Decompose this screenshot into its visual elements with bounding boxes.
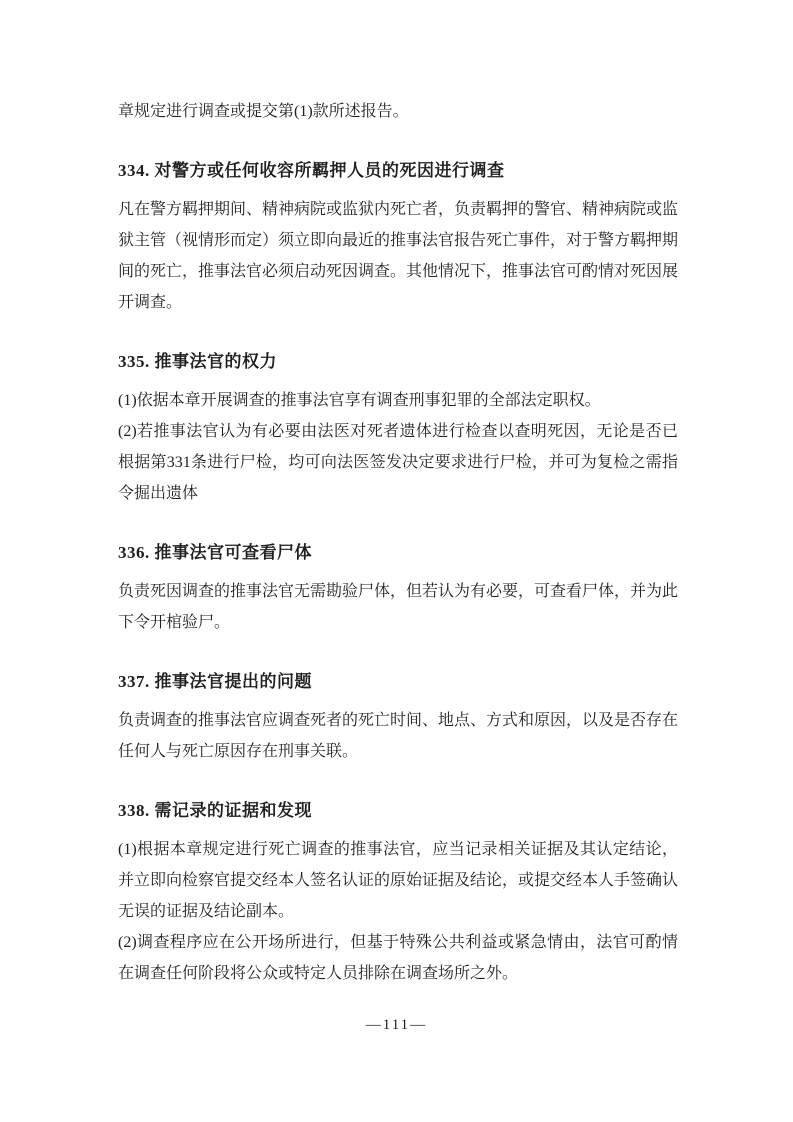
section-paragraph: 凡在警方羁押期间、精神病院或监狱内死亡者，负责羁押的警官、精神病院或监狱主管（视情形而定）须立即向最近的推事法官报告死亡事件，对于警方羁押期间的死亡，推事法官必须启动死因调查。其他情况下，推事法官可酌情对死因展开调查。 — [118, 201, 679, 311]
section-paragraph: (2)若推事法官认为有必要由法医对死者遗体进行检查以查明死因，无论是否已根据第331条进行尸检，均可向法医签发决定要求进行尸检，并可为复检之需指令掘出遗体 — [118, 423, 678, 502]
page-number: —111— — [365, 1017, 428, 1033]
section-337 — [118, 666, 678, 767]
section-heading: 334. 对警方或任何收容所羁押人员的死因进行调查 — [118, 161, 505, 180]
section-heading: 337. 推事法官提出的问题 — [118, 672, 312, 691]
continuation-paragraph: 章规定进行调查或提交第(1)款所述报告。 — [118, 103, 409, 120]
section-335 — [118, 346, 678, 509]
section-heading: 335. 推事法官的权力 — [118, 352, 277, 371]
text-column — [118, 0, 678, 989]
section-paragraph: 负责死因调查的推事法官无需勘验尸体，但若认为有必要，可查看尸体，并为此下令开棺验尸。 — [118, 583, 679, 631]
section-paragraph: (1)依据本章开展调查的推事法官享有调查刑事犯罪的全部法定职权。 — [118, 392, 601, 409]
section-paragraph: (1)根据本章规定进行死亡调查的推事法官，应当记录相关证据及其认定结论，并立即向检察官提交经本人签名认证的原始证据及结论，或提交经本人手签确认无误的证据及结论副本。 — [118, 841, 679, 920]
section-334 — [118, 155, 678, 318]
section-heading: 338. 需记录的证据和发现 — [118, 801, 312, 820]
section-paragraph: (2)调查程序应在公开场所进行，但基于特殊公共利益或紧急情由，法官可酌情在调查任何阶段将公众或特定人员排除在调查场所之外。 — [118, 934, 678, 982]
section-paragraph: 负责调查的推事法官应调查死者的死亡时间、地点、方式和原因，以及是否存在任何人与死亡原因存在刑事关联。 — [118, 712, 679, 760]
section-heading: 336. 推事法官可查看尸体 — [118, 543, 312, 562]
section-336 — [118, 537, 678, 638]
section-338 — [118, 795, 678, 989]
